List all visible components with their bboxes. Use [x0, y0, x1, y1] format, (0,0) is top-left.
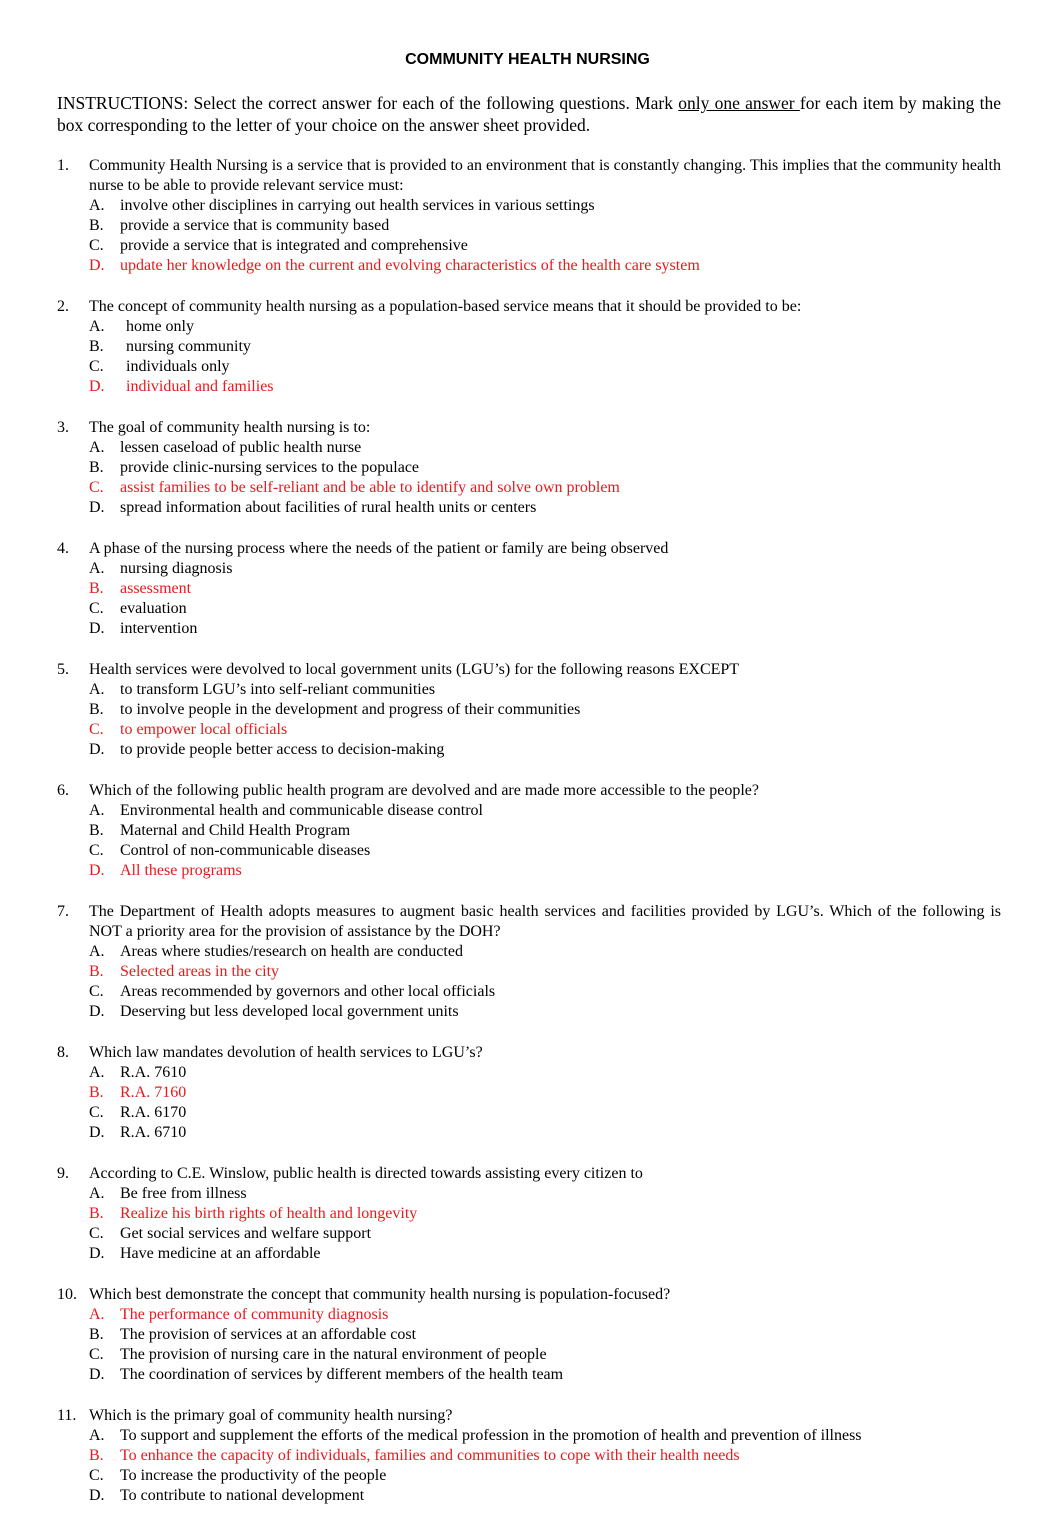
answer-option: [57, 801, 1001, 821]
answer-option: [57, 619, 1001, 639]
answer-option: [57, 216, 1001, 236]
instructions-text-end: for each item by making the box corresponding to the letter of your choice on the answer sheet provided.: [57, 93, 1001, 135]
option-text: Get social services and welfare support: [120, 1225, 372, 1243]
question-item: [57, 660, 1001, 760]
answer-option-correct: [57, 720, 1001, 740]
option-letter: D.: [89, 1245, 105, 1263]
option-text: home only: [126, 318, 194, 336]
question-text: Which law mandates devolution of health services to LGU’s?: [89, 1043, 483, 1061]
page-title: COMMUNITY HEALTH NURSING: [405, 51, 650, 68]
option-letter: C.: [89, 1225, 104, 1243]
answer-option-correct: [57, 861, 1001, 881]
answer-option: [57, 1466, 1001, 1486]
option-text: To support and supplement the efforts of the medical profession in the promotion of health and prevention of illness: [120, 1426, 862, 1444]
question-stem: [57, 1043, 1001, 1063]
option-text: Control of non-communicable diseases: [120, 842, 371, 860]
question-stem: [57, 156, 1001, 196]
question-item: [57, 902, 1001, 1023]
answer-option: [57, 337, 1001, 357]
option-letter: C.: [89, 983, 104, 1001]
question-stem: [57, 902, 1001, 942]
option-letter: B.: [89, 580, 104, 598]
option-letter: A.: [89, 943, 105, 961]
option-text: involve other disciplines in carrying out health services in various settings: [120, 197, 595, 215]
option-letter: C.: [89, 358, 104, 376]
answer-option: [57, 1325, 1001, 1345]
option-letter: B.: [89, 338, 104, 356]
option-text: The provision of nursing care in the natural environment of people: [120, 1346, 547, 1364]
option-letter: B.: [89, 822, 104, 840]
question-item: [57, 1164, 1001, 1264]
option-text: Maternal and Child Health Program: [120, 822, 351, 840]
option-letter: A.: [89, 802, 105, 820]
option-text: individual and families: [126, 378, 274, 396]
option-text: Be free from illness: [120, 1185, 247, 1203]
option-text: nursing diagnosis: [120, 560, 233, 578]
option-letter: D.: [89, 1124, 105, 1142]
option-text: assist families to be self-reliant and be able to identify and solve own problem: [120, 479, 620, 497]
question-text: Which best demonstrate the concept that community health nursing is population-focused?: [89, 1285, 671, 1303]
option-letter: C.: [89, 237, 104, 255]
question-number: 3.: [57, 419, 69, 437]
option-text: provide clinic-nursing services to the populace: [120, 459, 420, 477]
option-text: R.A. 6710: [120, 1124, 187, 1142]
question-stem: [57, 539, 1001, 559]
answer-option: [57, 559, 1001, 579]
option-letter: A.: [89, 318, 105, 336]
option-letter: B.: [89, 1447, 104, 1465]
question-item: [57, 539, 1001, 639]
option-text: Realize his birth rights of health and longevity: [120, 1205, 418, 1223]
answer-option: [57, 1103, 1001, 1123]
instructions: [57, 92, 1001, 136]
question-number: 2.: [57, 298, 69, 316]
answer-option: [57, 498, 1001, 518]
option-letter: A.: [89, 1306, 105, 1323]
answer-option: [57, 1244, 1001, 1264]
option-letter: A.: [89, 681, 105, 699]
option-letter: D.: [89, 1366, 105, 1384]
question-text: Which is the primary goal of community health nursing?: [89, 1406, 453, 1424]
option-letter: B.: [89, 1205, 104, 1223]
option-text: Areas where studies/research on health are conducted: [120, 943, 463, 961]
answer-option: [57, 982, 1001, 1002]
question-item: [57, 297, 1001, 397]
answer-option: [57, 236, 1001, 256]
option-text: All these programs: [120, 862, 242, 880]
option-text: R.A. 7610: [120, 1064, 187, 1082]
option-text: to empower local officials: [120, 721, 288, 739]
option-text: nursing community: [126, 338, 251, 356]
question-item: [57, 1043, 1001, 1143]
answer-option-correct: [57, 1083, 1001, 1103]
option-letter: B.: [89, 1326, 104, 1344]
option-letter: B.: [89, 963, 104, 981]
option-text: Have medicine at an affordable: [120, 1245, 321, 1263]
answer-option: [57, 1184, 1001, 1204]
option-letter: C.: [89, 1467, 104, 1485]
answer-option: [57, 1123, 1001, 1143]
option-text: provide a service that is integrated and comprehensive: [120, 237, 468, 255]
option-letter: D.: [89, 741, 105, 759]
option-letter: C.: [89, 721, 104, 739]
instructions-text: INSTRUCTIONS: Select the correct answer for each of the following questions. Mark: [57, 93, 679, 113]
answer-option: [57, 821, 1001, 841]
question-item: [57, 1285, 1001, 1385]
option-text: The coordination of services by different members of the health team: [120, 1366, 564, 1384]
question-text: Health services were devolved to local government units (LGU’s) for the following reasons EXCEPT: [89, 660, 740, 678]
option-letter: C.: [89, 600, 104, 618]
option-text: lessen caseload of public health nurse: [120, 439, 362, 457]
option-letter: B.: [89, 1084, 104, 1102]
question-stem: [57, 418, 1001, 438]
instructions-underlined: only one answer: [678, 93, 800, 113]
question-number: 8.: [57, 1043, 69, 1061]
answer-option-correct: [57, 1204, 1001, 1224]
answer-option: [57, 357, 1001, 377]
answer-option: [57, 1365, 1001, 1385]
option-letter: C.: [89, 1346, 104, 1364]
question-stem: [57, 660, 1001, 680]
answer-option: [57, 1426, 1001, 1446]
question-stem: [57, 1164, 1001, 1184]
option-text: R.A. 6170: [120, 1104, 187, 1122]
option-letter: A.: [89, 1185, 105, 1203]
option-text: provide a service that is community based: [120, 217, 390, 235]
question-text: A phase of the nursing process where the needs of the patient or family are being observed: [89, 540, 669, 557]
question-text: The Department of Health adopts measures to augment basic health services and facilities provided by LGU’s. Which of the following is NOT a priority area for the provision of assistance by the DOH?: [89, 902, 1001, 940]
option-letter: A.: [89, 560, 105, 578]
answer-option: [57, 942, 1001, 962]
question-number: 5.: [57, 660, 69, 678]
option-text: intervention: [120, 620, 198, 638]
option-letter: D.: [89, 499, 105, 517]
answer-option-correct: [57, 1305, 1001, 1325]
question-item: [57, 156, 1001, 277]
option-text: Deserving but less developed local government units: [120, 1003, 459, 1021]
answer-option-correct: [57, 377, 1001, 397]
answer-option: [57, 458, 1001, 478]
option-text: spread information about facilities of rural health units or centers: [120, 499, 537, 517]
question-number: 6.: [57, 781, 69, 799]
option-letter: A.: [89, 1064, 105, 1082]
answer-option-correct: [57, 962, 1001, 982]
option-letter: D.: [89, 620, 105, 638]
question-stem: [57, 1406, 1001, 1426]
answer-option: [57, 438, 1001, 458]
option-letter: B.: [89, 459, 104, 477]
question-text: The concept of community health nursing as a population-based service means that it should be provided to be:: [89, 298, 802, 316]
option-text: To enhance the capacity of individuals, families and communities to cope with their health needs: [120, 1447, 740, 1465]
option-letter: B.: [89, 701, 104, 719]
answer-option: [57, 841, 1001, 861]
option-letter: B.: [89, 217, 104, 235]
question-stem: [57, 1285, 1001, 1305]
option-text: Areas recommended by governors and other local officials: [120, 983, 496, 1001]
question-number: 4.: [57, 540, 69, 557]
option-letter: D.: [89, 1003, 105, 1021]
question-number: 9.: [57, 1164, 69, 1182]
answer-option: [57, 1486, 1001, 1506]
question-number: 1.: [57, 157, 69, 174]
option-text: to transform LGU’s into self-reliant communities: [120, 681, 436, 699]
question-stem: [57, 297, 1001, 317]
question-text: Which of the following public health program are devolved and are made more accessible to the people?: [89, 781, 759, 799]
answer-option: [57, 680, 1001, 700]
question-text: The goal of community health nursing is to:: [89, 419, 371, 437]
option-letter: C.: [89, 479, 104, 497]
option-text: to involve people in the development and progress of their communities: [120, 701, 581, 719]
option-text: to provide people better access to decision-making: [120, 741, 445, 759]
option-letter: A.: [89, 439, 105, 457]
option-text: evaluation: [120, 600, 187, 618]
answer-option: [57, 1224, 1001, 1244]
answer-option-correct: [57, 256, 1001, 276]
option-text: assessment: [120, 580, 192, 598]
option-text: The provision of services at an affordable cost: [120, 1326, 417, 1344]
question-number: 11.: [57, 1406, 77, 1424]
answer-option: [57, 1002, 1001, 1022]
answer-option: [57, 1345, 1001, 1365]
question-number: 7.: [57, 902, 69, 920]
option-text: update her knowledge on the current and evolving characteristics of the health care system: [120, 257, 700, 275]
option-letter: D.: [89, 862, 105, 880]
answer-option: [57, 599, 1001, 619]
question-stem: [57, 781, 1001, 801]
option-text: R.A. 7160: [120, 1084, 187, 1102]
option-text: Environmental health and communicable disease control: [120, 802, 483, 820]
answer-option-correct: [57, 579, 1001, 599]
answer-option-correct: [57, 478, 1001, 498]
option-letter: A.: [89, 1426, 105, 1444]
option-letter: A.: [89, 197, 105, 215]
answer-option: [57, 196, 1001, 216]
answer-option: [57, 317, 1001, 337]
question-number: 10.: [57, 1285, 77, 1303]
option-text: The performance of community diagnosis: [120, 1306, 389, 1323]
answer-option: [57, 700, 1001, 720]
option-text: individuals only: [126, 358, 230, 376]
question-text: According to C.E. Winslow, public health is directed towards assisting every citizen to: [89, 1164, 643, 1182]
answer-option-correct: [57, 1446, 1001, 1466]
question-item: [57, 781, 1001, 881]
question-item: [57, 1406, 1001, 1506]
answer-option: [57, 1063, 1001, 1083]
answer-option: [57, 740, 1001, 760]
option-letter: D.: [89, 257, 105, 275]
option-letter: D.: [89, 378, 105, 396]
option-letter: D.: [89, 1487, 105, 1505]
question-item: [57, 418, 1001, 518]
question-text: Community Health Nursing is a service that is provided to an environment that is constantly changing. This implies that the community health nurse to be able to provide relevant service must:: [89, 157, 1001, 195]
option-letter: C.: [89, 842, 104, 860]
question-list: [57, 156, 1001, 1527]
option-text: To contribute to national development: [120, 1487, 365, 1505]
option-text: Selected areas in the city: [120, 963, 280, 981]
option-letter: C.: [89, 1104, 104, 1122]
option-text: To increase the productivity of the people: [120, 1467, 387, 1485]
